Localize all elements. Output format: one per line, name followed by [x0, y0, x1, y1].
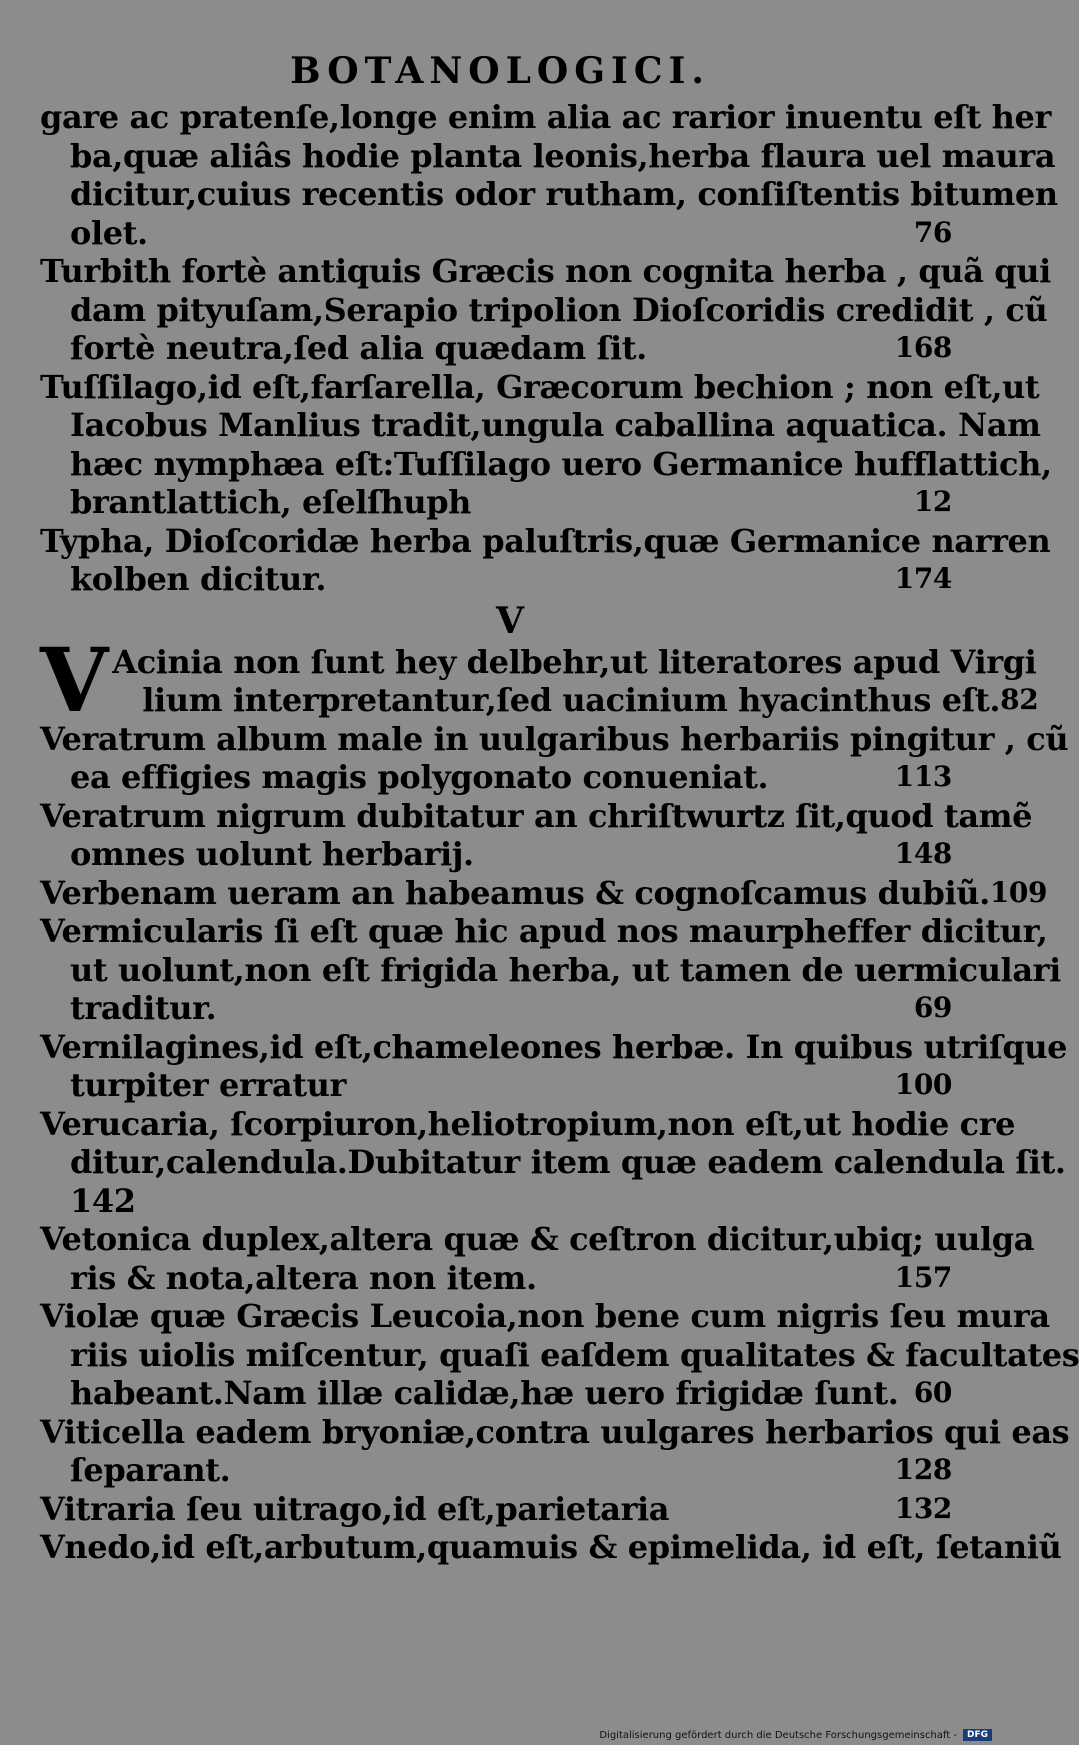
body-text	[40, 98, 1079, 1567]
entry-last-line	[40, 329, 960, 368]
page-number: 12	[913, 485, 952, 518]
entry-line: dam pityuſam,Serapio tripolion Dioſcoridis credidit , cũ	[70, 290, 1048, 329]
entry-text: Vnedo,id eſt,arbutum,quamuis & epimelida, id eſt, ſetaniũ	[40, 1528, 1062, 1566]
entry-last-line	[40, 1374, 960, 1413]
entry-text: ris & nota,altera non item.	[70, 1258, 537, 1297]
page-number: 76	[913, 215, 952, 249]
entry-line: Typha, Dioſcoridæ herba paluſtris,quæ Germanice narren	[40, 521, 1051, 560]
entry-last-line	[40, 1528, 1062, 1567]
index-entry	[40, 1528, 1062, 1567]
index-entry	[40, 1027, 1068, 1105]
entry-line: dicitur,cuius recentis odor rutham, conſiſtentis bitumen	[70, 175, 1058, 213]
entry-line: Viticella eadem bryoniæ,contra uulgares herbarios qui eas	[40, 1412, 1070, 1451]
footer-credit: Digitalisierung gefördert durch die Deutsche Forschungsgemeinschaft -	[599, 1729, 957, 1741]
index-entry	[40, 719, 1069, 797]
entry-text: fortè neutra,ſed alia quædam ſit.	[70, 329, 647, 367]
index-entry	[40, 367, 1052, 522]
entry-last-line	[40, 1451, 960, 1490]
entry-line: Verucaria, ſcorpiuron,heliotropium,non eſt,ut hodie cre	[40, 1104, 1016, 1143]
entry-text: traditur.	[70, 989, 217, 1027]
entry-text: ea effigies magis polygonato conueniat.	[70, 758, 769, 796]
entry-text: turpiter erratur	[70, 1066, 346, 1104]
page-number: 157	[894, 1260, 952, 1294]
entry-last-line	[40, 989, 960, 1028]
entry-last-line	[40, 1182, 960, 1221]
page-number: 82	[1000, 683, 1039, 716]
entry-line: gare ac pratenſe,longe enim alia ac rarior inuentu eſt her	[40, 98, 1051, 136]
entry-text: Verbenam ueram an habeamus & cognoſcamus dubiũ.	[40, 873, 990, 912]
entry-line: Turbith fortè antiquis Græcis non cognita herba , quã qui	[40, 252, 1051, 290]
entry-last-line	[40, 483, 960, 522]
index-entry	[40, 1412, 1070, 1490]
entry-text: kolben dicitur.	[70, 560, 327, 598]
index-entry	[40, 627, 1039, 732]
entry-last-line	[40, 1066, 960, 1105]
entry-last-line	[40, 758, 960, 797]
entry-line: Vernilagines,id eſt,chameleones herbæ. In quibus utriſque	[40, 1027, 1068, 1066]
entry-last-line	[40, 560, 960, 599]
entry-line: Veratrum nigrum dubitatur an chriſtwurtz ſit,quod tamẽ	[40, 796, 1033, 835]
page-number: 100	[894, 1068, 952, 1101]
index-entry	[40, 252, 1051, 368]
entry-text: omnes uolunt herbarij.	[70, 835, 474, 873]
entry-text: olet.	[70, 213, 148, 252]
entry-line: Acinia non ſunt hey delbehr,ut literatores apud Virgi	[112, 642, 1037, 681]
entry-last-line	[40, 873, 1048, 913]
entry-last-line	[40, 1259, 960, 1298]
page-number: 148	[894, 837, 952, 870]
entry-line: Vetonica duplex,altera quæ & ceſtron dicitur,ubiq; uulga	[40, 1220, 1035, 1258]
page-number: 174	[894, 562, 952, 595]
entry-line: riis uiolis miſcentur, quaſi eaſdem qualitates & facultates	[70, 1335, 1079, 1374]
entry-text: brantlattich, eſelſhuph	[70, 483, 472, 521]
page-number: 60	[913, 1376, 952, 1409]
page-number	[952, 1182, 960, 1221]
entry-line: Tuſſilago,id eſt,farſarella, Græcorum bechion ; non eſt,ut	[40, 367, 1040, 406]
page-number: 132	[894, 1491, 952, 1525]
entry-text: 142	[70, 1181, 136, 1220]
page-number: 109	[989, 875, 1048, 909]
index-entry	[40, 1490, 960, 1529]
running-head: BOTANOLOGICI.	[290, 50, 710, 92]
entry-last-line	[40, 214, 960, 253]
index-entry	[40, 1297, 1079, 1413]
entry-text: lium interpretantur,ſed uacinium hyacinthus eſt.	[142, 681, 1001, 719]
entry-line: Vermicularis ſi eſt quæ hic apud nos maurpheffer dicitur,	[40, 912, 1048, 950]
index-entry	[40, 873, 1048, 913]
drop-cap: V	[40, 627, 109, 732]
entry-line: Veratrum album male in uulgaribus herbariis pingitur , cũ	[40, 719, 1069, 758]
page-number: 168	[894, 331, 952, 364]
entry-last-line	[112, 681, 1039, 720]
page-number: 113	[894, 760, 952, 793]
index-entry	[40, 1220, 1035, 1297]
entry-text: habeant.Nam illæ calidæ,hæ uero frigidæ ſunt.	[70, 1374, 899, 1412]
index-entry	[40, 98, 1058, 252]
entry-last-line	[40, 1490, 960, 1529]
footer	[599, 1729, 992, 1741]
entry-line: hæc nymphæa eſt:Tuſſilago uero Germanice hufflattich,	[70, 444, 1052, 483]
index-entry	[40, 912, 1061, 1028]
page-number: 128	[894, 1453, 952, 1486]
index-entry	[40, 796, 1033, 874]
page-number	[1061, 1528, 1069, 1567]
entry-line: ditur,calendula.Dubitatur item quæ eadem calendula ſit.	[70, 1143, 1066, 1181]
page-number: 69	[913, 991, 952, 1024]
index-entry	[40, 521, 1051, 599]
entry-text: ſeparant.	[70, 1451, 231, 1489]
index-entry	[40, 1104, 1066, 1221]
entry-last-line	[40, 835, 960, 874]
dfg-logo: DFG	[963, 1729, 992, 1741]
entry-line: Violæ quæ Græcis Leucoia,non bene cum nigris ſeu mura	[40, 1297, 1050, 1335]
entry-line: Iacobus Manlius tradit,ungula caballina aquatica. Nam	[70, 406, 1041, 444]
entry-text: Vitraria ſeu uitrago,id eſt,parietaria	[40, 1489, 670, 1528]
section-letter: V	[496, 599, 524, 642]
entry-line: ba,quæ aliâs hodie planta leonis,herba flaura uel maura	[70, 136, 1056, 175]
entry-line: ut uolunt,non eſt frigida herba, ut tamen de uermiculari	[70, 950, 1061, 989]
